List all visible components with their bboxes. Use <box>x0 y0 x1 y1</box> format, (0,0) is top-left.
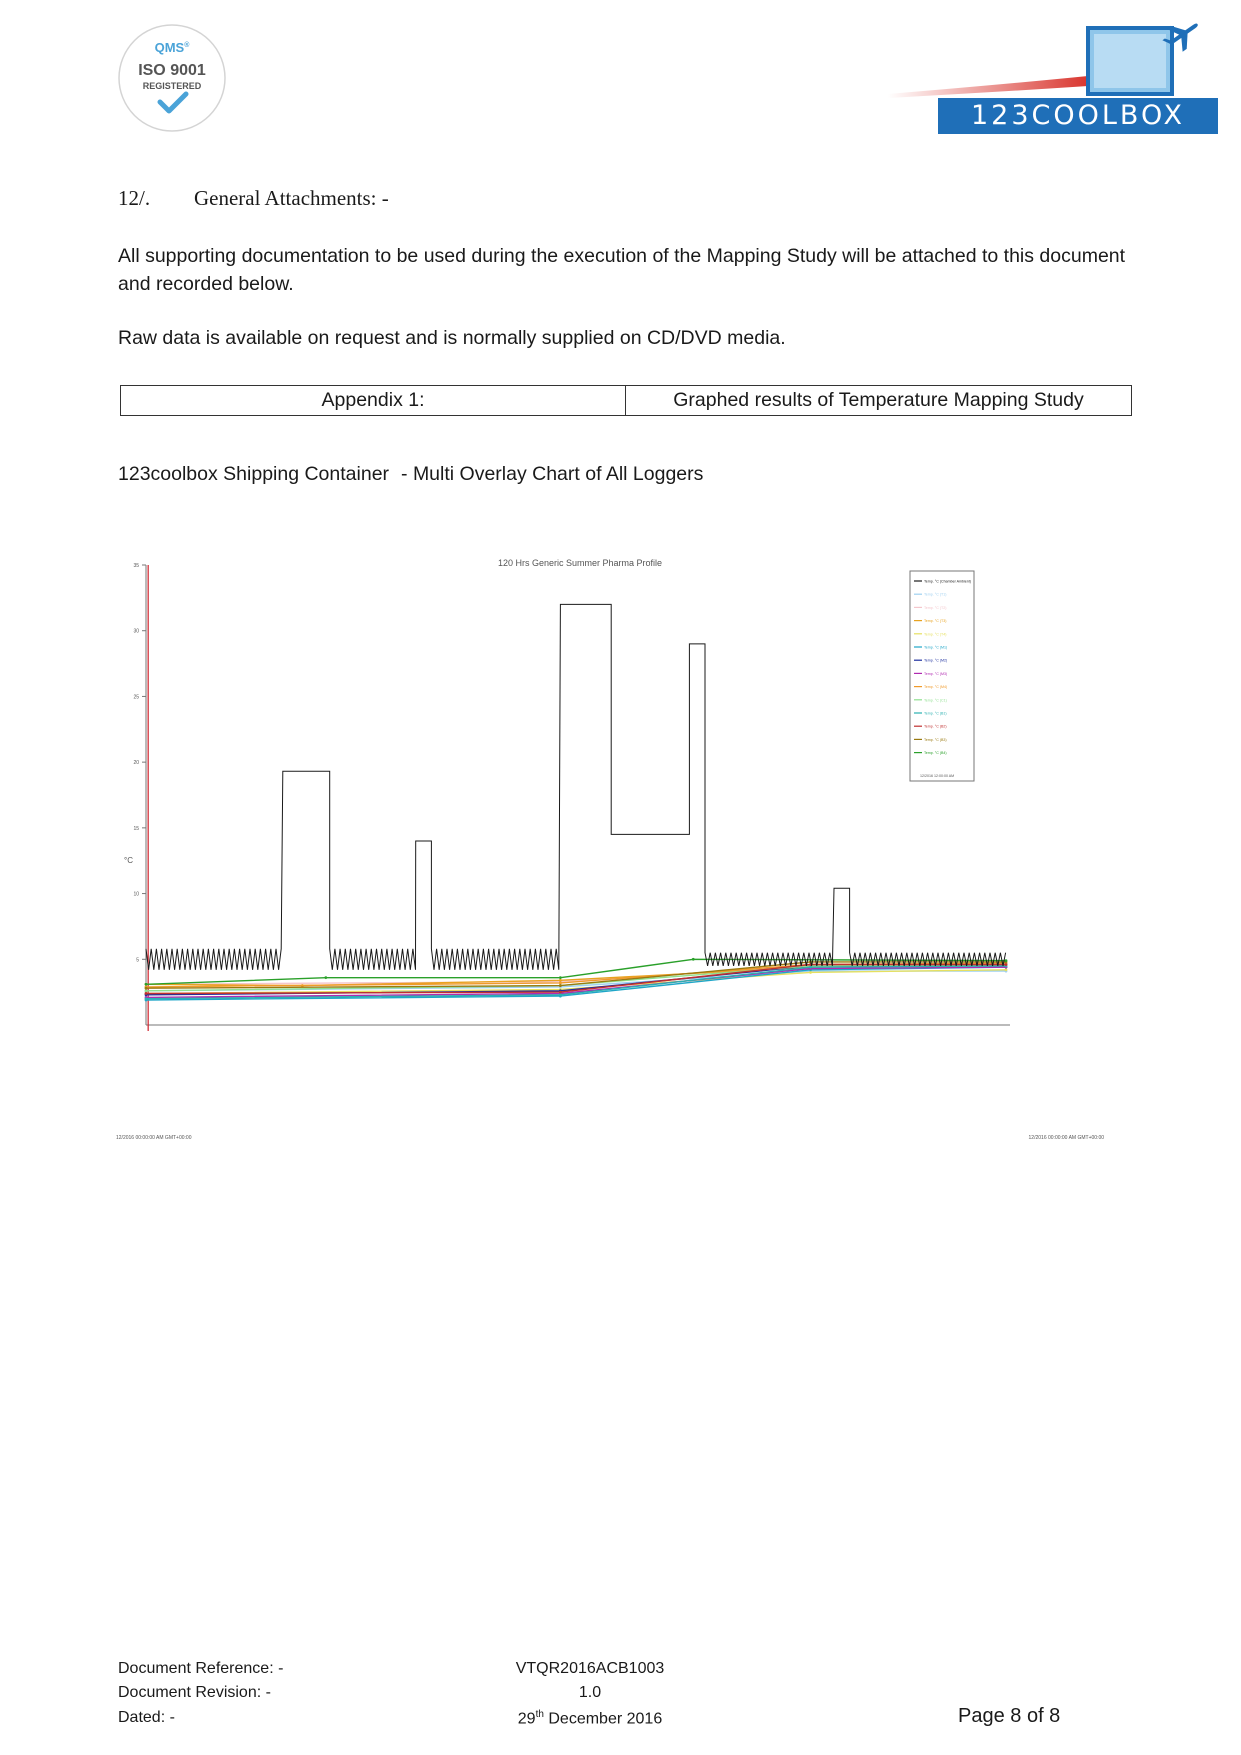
chart-axes <box>133 563 1010 1031</box>
paragraph-raw-data: Raw data is available on request and is normally supplied on CD/DVD media. <box>118 327 786 349</box>
logger-point <box>1005 963 1008 966</box>
date-day: 29 <box>517 1710 536 1728</box>
logger-point <box>692 958 695 961</box>
appendix-description: Graphed results of Temperature Mapping Study <box>626 386 1132 416</box>
logger-point <box>559 979 562 982</box>
page-number: Page 8 of 8 <box>958 1705 1061 1727</box>
temperature-chart <box>110 555 1110 1175</box>
y-tick-label: 35 <box>133 563 139 569</box>
legend-entry: Temp. °C (B1) <box>924 711 947 716</box>
paragraph-supporting-docs: All supporting documentation to be used during the execution of the Mapping Study will be attached to this document and recorded below. <box>118 245 1126 295</box>
logger-point <box>324 976 327 979</box>
y-tick-label: 15 <box>133 825 139 832</box>
legend-entry: Temp. °C (T2) <box>924 605 947 610</box>
legend-entry: Temp. °C (B2) <box>924 724 947 729</box>
y-tick-label: 5 <box>136 957 139 964</box>
dated-value <box>470 1709 710 1728</box>
date-suffix: th <box>535 1709 544 1720</box>
logger-point <box>145 989 148 992</box>
x-start-label: 12/2016 00:00:00 AM GMT+00:00 <box>116 1135 192 1141</box>
legend-entry: Temp. °C (T4) <box>924 632 947 637</box>
logger-point <box>145 983 148 986</box>
svg-text:QMS®: QMS® <box>154 40 190 55</box>
y-axis-label: °C <box>124 856 133 865</box>
legend-footer: 12/2016 12:00:00 AM <box>920 774 955 778</box>
logger-point <box>559 984 562 987</box>
legend-entry: Temp. °C (B4) <box>924 751 947 756</box>
legend-entry: Temp. °C (Chamber Ambient) <box>924 579 971 584</box>
logger-point <box>559 991 562 994</box>
ambient-line <box>146 604 1006 969</box>
x-end-label: 12/2016 00:00:00 AM GMT+00:00 <box>1028 1135 1104 1141</box>
logger-point <box>145 997 148 1000</box>
logger-point <box>809 971 812 974</box>
chart-caption-overlay: - Multi Overlay Chart of All Loggers <box>401 463 704 485</box>
dated-label: Dated: - <box>118 1709 175 1726</box>
appendix-table <box>120 385 1132 416</box>
y-tick-label: 30 <box>133 628 139 635</box>
logger-point <box>559 993 562 996</box>
legend-entry: Temp. °C (T1) <box>924 592 947 597</box>
section-heading <box>118 186 389 211</box>
doc-revision-value: 1.0 <box>578 1684 602 1701</box>
logger-point <box>145 992 148 995</box>
chart-title: 120 Hrs Generic Summer Pharma Profile <box>497 558 663 568</box>
legend-entry: Temp. °C (M2) <box>924 658 948 663</box>
company-logo <box>888 22 1218 134</box>
appendix-label: Appendix 1: <box>121 386 626 416</box>
logger-point <box>1005 968 1008 971</box>
legend-entry: Temp. °C (T3) <box>924 619 947 624</box>
y-tick-label: 10 <box>133 891 139 898</box>
date-rest: December 2016 <box>548 1710 663 1728</box>
legend-entry: Temp. °C (M1) <box>924 645 948 650</box>
logger-point <box>145 987 148 990</box>
legend-entry: Temp. °C (C1) <box>924 698 947 703</box>
section-number: 12/. <box>118 186 151 210</box>
svg-text:ISO 9001: ISO 9001 <box>138 62 206 79</box>
doc-reference-value: VTQR2016ACB1003 <box>515 1660 665 1677</box>
chart-caption-container: 123coolbox Shipping Container <box>118 463 390 485</box>
iso-9001-logo <box>116 22 228 134</box>
y-tick-label: 20 <box>133 760 139 767</box>
ambient-series <box>146 604 1006 969</box>
y-tick-label: 25 <box>133 694 139 701</box>
company-logo-text: 123COOLBOX <box>938 98 1218 134</box>
logger-point <box>809 966 812 969</box>
legend-entry: Temp. °C (M4) <box>924 685 948 690</box>
chart-caption <box>118 463 703 486</box>
logger-point <box>1005 959 1008 962</box>
section-title: General Attachments: - <box>194 186 389 210</box>
legend-box <box>910 571 974 781</box>
logger-point <box>559 976 562 979</box>
chart-legend <box>910 571 974 781</box>
doc-reference-label: Document Reference: - <box>118 1660 284 1677</box>
svg-text:REGISTERED: REGISTERED <box>142 81 202 91</box>
legend-entry: Temp. °C (M3) <box>924 671 948 676</box>
logger-point <box>559 982 562 985</box>
legend-entry: Temp. °C (B3) <box>924 737 947 742</box>
table-row <box>121 386 1132 416</box>
doc-revision-label: Document Revision: - <box>118 1684 271 1701</box>
